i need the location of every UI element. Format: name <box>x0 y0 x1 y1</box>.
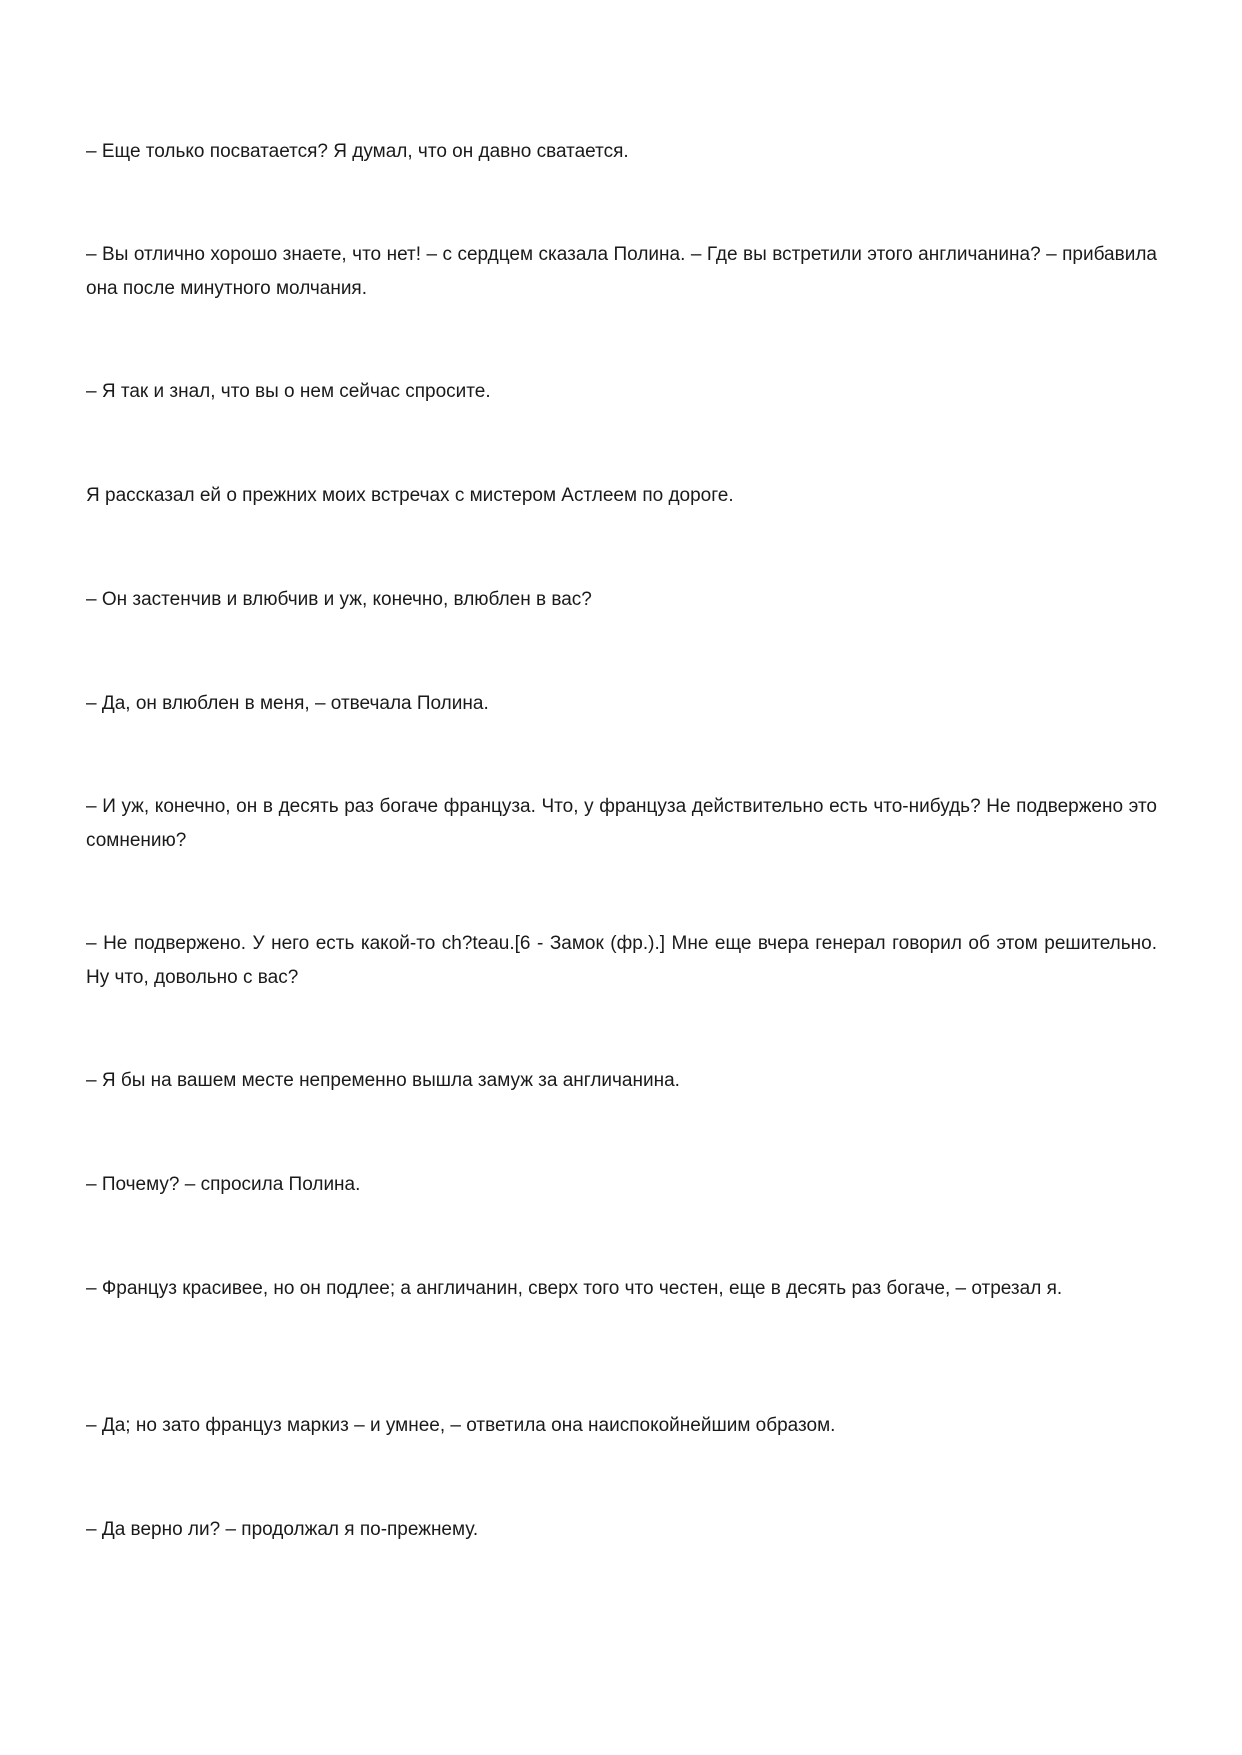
paragraph: – Вы отлично хорошо знаете, что нет! – с сердцем сказала Полина. – Где вы встретили этого англичанина? – прибавила она после минутного молчания. <box>86 244 1157 299</box>
paragraph: – Он застенчив и влюбчив и уж, конечно, влюблен в вас? <box>86 589 592 610</box>
paragraph: – И уж, конечно, он в десять раз богаче француза. Что, у француза действительно есть что-нибудь? Не подвержено это сомнению? <box>86 796 1157 851</box>
paragraph: – Еще только посватается? Я думал, что он давно сватается. <box>86 141 629 162</box>
paragraph: – Не подвержено. У него есть какой-то ch?teau.[6 - Замок (фр.).] Мне еще вчера генерал говорил об этом решительно. Ну что, довольно с вас? <box>86 933 1157 988</box>
paragraph: – Почему? – спросила Полина. <box>86 1174 361 1195</box>
paragraph: – Я бы на вашем месте непременно вышла замуж за англичанина. <box>86 1070 680 1091</box>
paragraph: – Да, он влюблен в меня, – отвечала Полина. <box>86 693 489 714</box>
paragraph: Я рассказал ей о прежних моих встречах с мистером Астлеем по дороге. <box>86 485 734 506</box>
paragraph: – Француз красивее, но он подлее; а англичанин, сверх того что честен, еще в десять раз богаче, – отрезал я. <box>86 1278 1063 1299</box>
paragraph: – Да; но зато француз маркиз – и умнее, – ответила она наиспокойнейшим образом. <box>86 1415 836 1436</box>
paragraph: – Да верно ли? – продолжал я по-прежнему. <box>86 1519 479 1540</box>
paragraph: – Я так и знал, что вы о нем сейчас спросите. <box>86 381 491 402</box>
